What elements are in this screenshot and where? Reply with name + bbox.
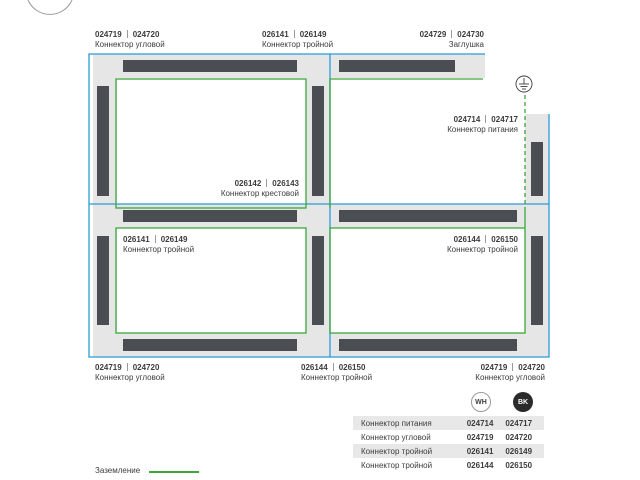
- row-name: Коннектор питания: [353, 416, 467, 430]
- row-code-wh: 026144: [466, 460, 494, 470]
- row-code-wh: 024714: [467, 416, 506, 430]
- ground-icon: [516, 76, 532, 92]
- row-code-bk: 026150: [505, 460, 533, 470]
- row-name: Коннектор угловой: [361, 432, 431, 442]
- label-top-right: 024729 024730 Заглушка: [419, 30, 484, 49]
- label-bottom-right: 024719 024720 Коннектор угловой: [475, 363, 545, 382]
- segment-mid-left: [123, 210, 297, 222]
- row-name: Коннектор тройной: [361, 460, 433, 470]
- label-mid-left: 026141 026149 Коннектор тройной: [123, 235, 195, 254]
- segment-center-lower: [312, 236, 324, 325]
- segment-bottom-right: [339, 339, 517, 351]
- row-code-bk: 026149: [505, 444, 544, 458]
- label-top-middle: 026141 026149 Коннектор тройной: [262, 30, 334, 49]
- row-name: Коннектор тройной: [353, 444, 467, 458]
- label-mid-right: 026144 026150 Коннектор тройной: [446, 235, 518, 254]
- label-power-connector: 024714 024717 Коннектор питания: [447, 115, 518, 134]
- cutoff-circle: [28, 0, 72, 14]
- segment-right-lower: [531, 236, 543, 325]
- table-row: [353, 416, 544, 430]
- segment-right-upper: [531, 142, 543, 196]
- grounding-legend-line: [149, 471, 199, 473]
- grounding-legend-label: Заземление: [95, 466, 141, 475]
- row-code-wh: 024719: [466, 432, 494, 442]
- segment-top-left: [123, 60, 297, 72]
- row-code-bk: 024720: [505, 432, 533, 442]
- table-row: [353, 458, 544, 472]
- segment-left-upper: [97, 86, 109, 196]
- segment-bottom-left: [123, 339, 297, 351]
- table-row: [353, 430, 544, 444]
- segment-top-right: [339, 60, 455, 72]
- label-bottom-left: 024719 024720 Коннектор угловой: [95, 363, 165, 382]
- green-loop-tr: [330, 79, 483, 208]
- label-cross-connector: 026142 026143 Коннектор крестовой: [220, 179, 299, 198]
- segment-mid-right: [339, 210, 517, 222]
- segment-left-lower: [97, 236, 109, 325]
- badge-black: BK: [513, 392, 533, 412]
- badge-white: WH: [471, 392, 491, 412]
- label-bottom-middle: 026144 026150 Коннектор тройной: [301, 363, 373, 382]
- row-code-wh: 026141: [467, 444, 506, 458]
- table-row: [353, 444, 544, 458]
- label-top-left: 024719 024720 Коннектор угловой: [95, 30, 165, 49]
- segment-center-upper: [312, 86, 324, 196]
- spec-table: [353, 416, 544, 472]
- row-code-bk: 024717: [505, 416, 544, 430]
